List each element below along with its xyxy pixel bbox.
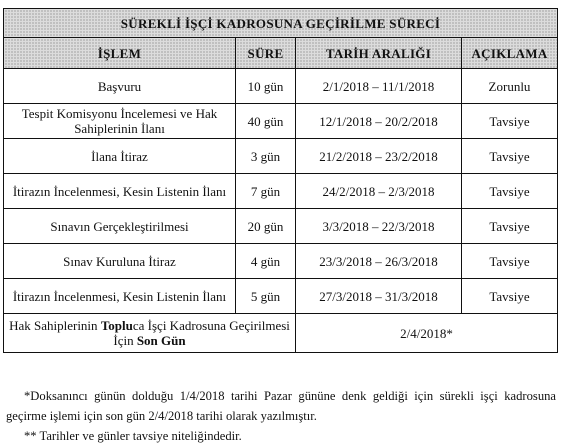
cell-aciklama: Tavsiye [462,209,558,244]
cell-aciklama: Zorunlu [462,69,558,104]
final-label-text-1: Hak Sahiplerinin [9,318,101,333]
final-row-label [4,314,296,353]
cell-islem: Başvuru [4,69,236,104]
final-row-date: 2/4/2018* [296,314,558,353]
cell-tarih: 2/1/2018 – 11/1/2018 [296,69,462,104]
header-sure: SÜRE [236,38,296,69]
cell-tarih: 12/1/2018 – 20/2/2018 [296,104,462,139]
cell-sure: 4 gün [236,244,296,279]
footnotes [6,386,556,446]
cell-tarih: 21/2/2018 – 23/2/2018 [296,139,462,174]
cell-sure: 10 gün [236,69,296,104]
cell-aciklama: Tavsiye [462,174,558,209]
table-row [4,279,558,314]
footnote-1: *Doksanıncı günün dolduğu 1/4/2018 tarihi Pazar gününe denk geldiği için sürekli işçi kadrosuna geçirme işlemi için son gün 2/4/2018 tarihi olarak yazılmıştır. [6,389,556,423]
header-islem: İŞLEM [4,38,236,69]
cell-aciklama: Tavsiye [462,139,558,174]
header-row [4,38,558,69]
cell-sure: 3 gün [236,139,296,174]
cell-islem: İlana İtiraz [4,139,236,174]
header-tarih-araligi: TARİH ARALIĞI [296,38,462,69]
table-row [4,104,558,139]
cell-aciklama: Tavsiye [462,279,558,314]
cell-aciklama: Tavsiye [462,104,558,139]
table-row [4,139,558,174]
cell-islem: Tespit Komisyonu İncelemesi ve Hak Sahiplerinin İlanı [4,104,236,139]
table-row [4,174,558,209]
cell-sure: 5 gün [236,279,296,314]
cell-islem: Sınavın Gerçekleştirilmesi [4,209,236,244]
footnote-2: ** Tarihler ve günler tavsiye niteliğindedir. [24,429,242,443]
cell-islem: Sınav Kuruluna İtiraz [4,244,236,279]
final-label-text-2: ca İşçi Kadrosuna Geçirilmesi İçin [113,318,290,348]
cell-sure: 7 gün [236,174,296,209]
cell-tarih: 23/3/2018 – 26/3/2018 [296,244,462,279]
header-aciklama: AÇIKLAMA [462,38,558,69]
final-label-bold-2: Son Gün [136,333,186,348]
final-label-bold-1: Toplu [100,318,133,333]
table-row [4,244,558,279]
cell-tarih: 24/2/2018 – 2/3/2018 [296,174,462,209]
cell-tarih: 27/3/2018 – 31/3/2018 [296,279,462,314]
cell-sure: 20 gün [236,209,296,244]
cell-aciklama: Tavsiye [462,244,558,279]
table-title: SÜREKLİ İŞÇİ KADROSUNA GEÇİRİLME SÜRECİ [4,9,558,38]
process-table [3,8,558,353]
table-row [4,209,558,244]
cell-islem: İtirazın İncelenmesi, Kesin Listenin İlanı [4,279,236,314]
table-row [4,69,558,104]
cell-sure: 40 gün [236,104,296,139]
cell-tarih: 3/3/2018 – 22/3/2018 [296,209,462,244]
cell-islem: İtirazın İncelenmesi, Kesin Listenin İlanı [4,174,236,209]
final-row [4,314,558,353]
